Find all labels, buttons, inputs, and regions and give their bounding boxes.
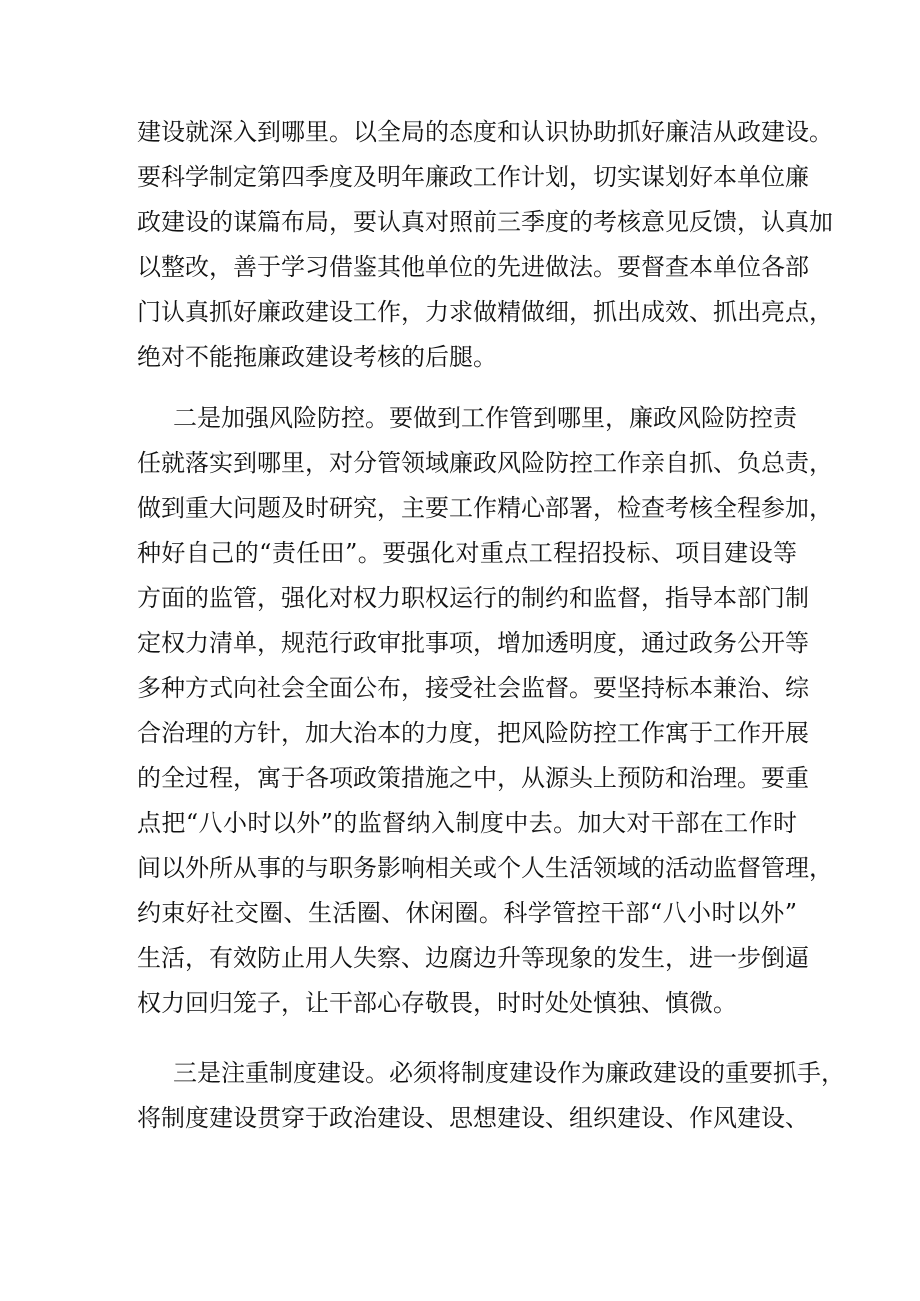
text-line: 方面的监管，强化对权力职权运行的制约和监督，指导本部门制	[137, 584, 809, 612]
text-line: 建设就深入到哪里。以全局的态度和认识协助抓好廉洁从政建设。	[137, 118, 833, 146]
text-line: 生活，有效防止用人失察、边腐边升等现象的发生，进一步倒逼	[137, 944, 809, 972]
text-line: 政建设的谋篇布局，要认真对照前三季度的考核意见反馈，认真加	[137, 208, 833, 236]
text-line: 绝对不能拖廉政建设考核的后腿。	[137, 343, 497, 371]
text-line: 约束好社交圈、生活圈、休闲圈。科学管控干部“八小时以外”	[137, 899, 797, 927]
text-line: 做到重大问题及时研究，主要工作精心部署，检查考核全程参加，	[137, 494, 833, 522]
text-line: 门认真抓好廉政建设工作，力求做精做细，抓出成效、抓出亮点，	[137, 298, 833, 326]
text-line: 的全过程，寓于各项政策措施之中，从源头上预防和治理。要重	[137, 764, 809, 792]
text-line: 合治理的方针，加大治本的力度，把风险防控工作寓于工作开展	[137, 719, 809, 747]
text-line: 将制度建设贯穿于政治建设、思想建设、组织建设、作风建设、	[137, 1104, 809, 1132]
text-line: 三是注重制度建设。必须将制度建设作为廉政建设的重要抓手，	[173, 1059, 845, 1087]
text-line: 二是加强风险防控。要做到工作管到哪里，廉政风险防控责	[173, 404, 797, 432]
text-line: 任就落实到哪里，对分管领域廉政风险防控工作亲自抓、负总责，	[137, 449, 833, 477]
text-line: 多种方式向社会全面公布，接受社会监督。要坚持标本兼治、综	[137, 674, 809, 702]
text-line: 种好自己的“责任田”。要强化对重点工程招投标、项目建设等	[137, 539, 797, 567]
text-line: 间以外所从事的与职务影响相关或个人生活领域的活动监督管理，	[137, 854, 833, 882]
text-line: 要科学制定第四季度及明年廉政工作计划，切实谋划好本单位廉	[137, 163, 809, 191]
text-line: 点把“八小时以外”的监督纳入制度中去。加大对干部在工作时	[137, 809, 797, 837]
text-line: 定权力清单，规范行政审批事项，增加透明度，通过政务公开等	[137, 629, 809, 657]
text-line: 以整改，善于学习借鉴其他单位的先进做法。要督查本单位各部	[137, 253, 809, 281]
text-line: 权力回归笼子，让干部心存敬畏，时时处处慎独、慎微。	[137, 989, 737, 1017]
